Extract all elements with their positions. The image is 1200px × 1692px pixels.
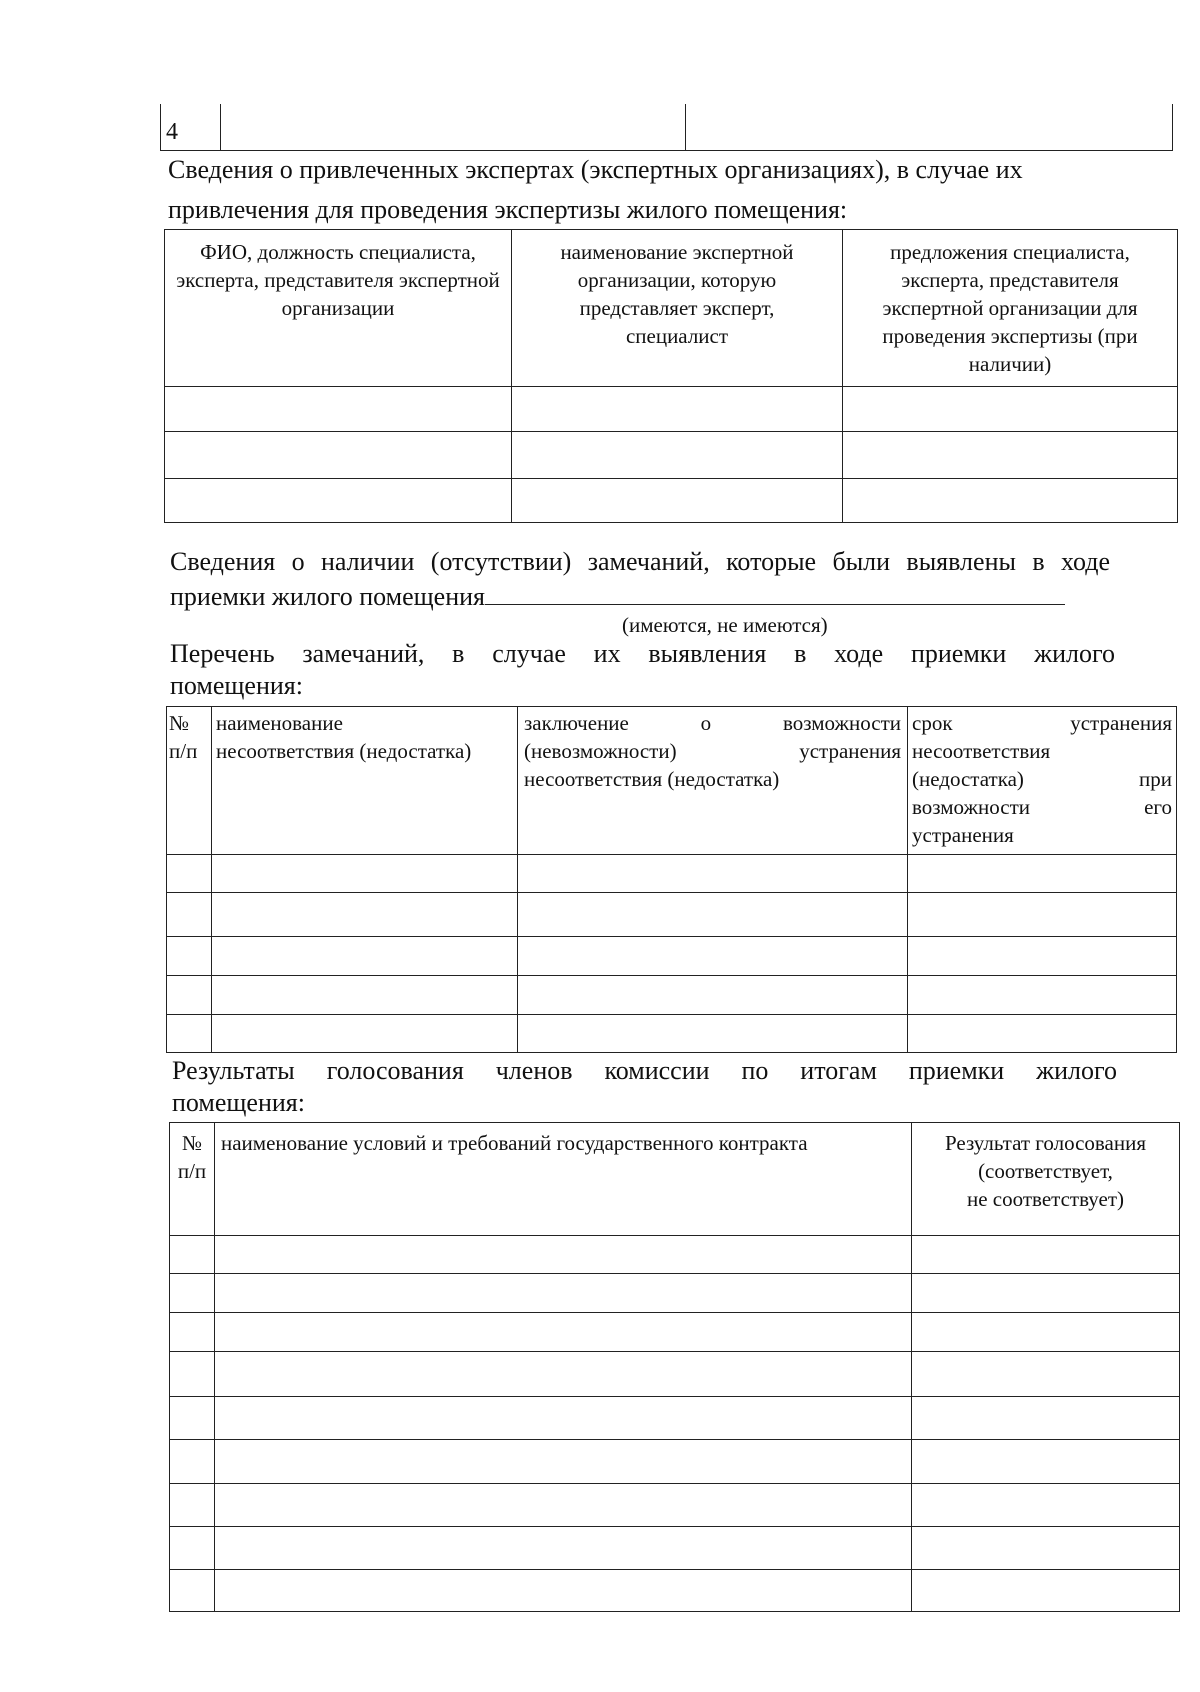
- input-cell[interactable]: [212, 937, 518, 976]
- input-cell[interactable]: [170, 1236, 215, 1274]
- header-line: устранения: [912, 823, 1014, 847]
- remarks-presence: [170, 546, 1110, 613]
- input-cell[interactable]: [912, 1527, 1180, 1570]
- remarks-presence-hint: (имеются, не имеются): [622, 613, 828, 637]
- table-row: [167, 893, 1177, 937]
- input-cell[interactable]: [170, 1397, 215, 1440]
- input-cell[interactable]: [912, 1397, 1180, 1440]
- column-header-expert-name: ФИО, должность специалиста, эксперта, представителя экспертной организации: [165, 230, 512, 387]
- table-cell: [686, 104, 1173, 150]
- table-row: [167, 855, 1177, 893]
- remarks-list-heading-line: помещения:: [170, 671, 303, 700]
- column-header-proposals: предложения специалиста, эксперта, представителя экспертной организации для проведения экспертизы (при наличии): [843, 230, 1178, 387]
- header-line: наименование: [216, 711, 343, 735]
- input-cell[interactable]: [912, 1236, 1180, 1274]
- table-row: [170, 1274, 1180, 1313]
- input-cell[interactable]: [518, 1015, 908, 1053]
- input-cell[interactable]: [170, 1440, 215, 1484]
- table-row: [170, 1440, 1180, 1484]
- header-line: Результат голосования: [944, 1131, 1147, 1155]
- header-line: заключение о возможности: [524, 711, 901, 735]
- input-cell[interactable]: [518, 976, 908, 1015]
- table-row: [165, 432, 1178, 479]
- input-cell[interactable]: [165, 479, 512, 523]
- table-row: [170, 1484, 1180, 1527]
- input-cell[interactable]: [512, 479, 843, 523]
- input-cell[interactable]: [518, 937, 908, 976]
- input-cell[interactable]: [170, 1484, 215, 1527]
- input-cell[interactable]: [912, 1274, 1180, 1313]
- input-cell[interactable]: [170, 1274, 215, 1313]
- input-cell[interactable]: [908, 855, 1177, 893]
- input-cell[interactable]: [908, 976, 1177, 1015]
- input-cell[interactable]: [167, 893, 212, 937]
- input-cell[interactable]: [215, 1274, 912, 1313]
- input-cell[interactable]: [912, 1313, 1180, 1352]
- input-cell[interactable]: [170, 1313, 215, 1352]
- input-cell[interactable]: [215, 1440, 912, 1484]
- header-line: не соответствует): [967, 1187, 1124, 1211]
- input-cell[interactable]: [908, 1015, 1177, 1053]
- column-header-nonconformity: [212, 707, 518, 855]
- input-cell[interactable]: [215, 1352, 912, 1397]
- table-row: [167, 976, 1177, 1015]
- input-cell[interactable]: [512, 387, 843, 432]
- table-row: [170, 1527, 1180, 1570]
- header-line: п/п: [169, 739, 198, 763]
- table-row: [165, 479, 1178, 523]
- remarks-list-heading: [170, 638, 1115, 702]
- column-header-organization: наименование экспертной организации, которую представляет эксперт, специалист: [512, 230, 843, 387]
- column-header-result: [912, 1123, 1180, 1236]
- input-cell[interactable]: [167, 976, 212, 1015]
- voting-heading-line: помещения:: [172, 1088, 305, 1117]
- column-header-number: [170, 1123, 215, 1236]
- input-cell[interactable]: [912, 1352, 1180, 1397]
- column-header-conditions: наименование условий и требований государственного контракта: [215, 1123, 912, 1236]
- table-row: [170, 1313, 1180, 1352]
- input-cell[interactable]: [215, 1570, 912, 1612]
- table-row: [165, 387, 1178, 432]
- header-line: (соответствует,: [978, 1159, 1113, 1183]
- header-line: п/п: [177, 1159, 207, 1183]
- input-cell[interactable]: [212, 893, 518, 937]
- table-row: [167, 937, 1177, 976]
- column-header-conclusion: [518, 707, 908, 855]
- input-cell[interactable]: [912, 1440, 1180, 1484]
- input-cell[interactable]: [215, 1236, 912, 1274]
- experts-heading-line: привлечения для проведения экспертизы жилого помещения:: [168, 195, 848, 224]
- input-cell[interactable]: [518, 893, 908, 937]
- remarks-presence-blank[interactable]: [485, 578, 1065, 605]
- input-cell[interactable]: [843, 432, 1178, 479]
- header-line: №: [169, 711, 190, 735]
- input-cell[interactable]: [912, 1484, 1180, 1527]
- header-line: возможности его: [912, 795, 1172, 819]
- input-cell[interactable]: [512, 432, 843, 479]
- input-cell[interactable]: [212, 855, 518, 893]
- input-cell[interactable]: [215, 1484, 912, 1527]
- table-row: [170, 1352, 1180, 1397]
- input-cell[interactable]: [212, 1015, 518, 1053]
- remarks-presence-label: приемки жилого помещения: [170, 582, 485, 611]
- input-cell[interactable]: [170, 1527, 215, 1570]
- header-line: (невозможности) устранения: [524, 739, 901, 763]
- table-cell: [221, 104, 686, 150]
- input-cell[interactable]: [215, 1397, 912, 1440]
- column-header-term: [908, 707, 1177, 855]
- header-line: несоответствия (недостатка): [216, 739, 472, 763]
- voting-heading: [172, 1055, 1117, 1119]
- voting-table: [169, 1122, 1180, 1612]
- header-line: несоответствия (недостатка): [524, 767, 780, 791]
- header-line: несоответствия: [912, 739, 1051, 763]
- input-cell[interactable]: [215, 1313, 912, 1352]
- remarks-presence-line: [170, 578, 1110, 613]
- input-cell[interactable]: [215, 1527, 912, 1570]
- row-number: 4: [166, 118, 178, 145]
- table-row: [170, 1397, 1180, 1440]
- input-cell[interactable]: [165, 387, 512, 432]
- table-row: [167, 1015, 1177, 1053]
- row-number-cell: [161, 104, 221, 150]
- input-cell[interactable]: [170, 1352, 215, 1397]
- input-cell[interactable]: [167, 855, 212, 893]
- input-cell[interactable]: [908, 937, 1177, 976]
- voting-heading-line: Результаты голосования членов комиссии по итогам приемки жилого: [172, 1056, 1117, 1085]
- input-cell[interactable]: [165, 432, 512, 479]
- input-cell[interactable]: [167, 937, 212, 976]
- experts-table: [164, 229, 1178, 523]
- column-header-number: [167, 707, 212, 855]
- remarks-presence-line: Сведения о наличии (отсутствии) замечаний, которые были выявлены в ходе: [170, 547, 1110, 576]
- previous-table-fragment: [160, 104, 1173, 151]
- header-line: срок устранения: [912, 711, 1172, 735]
- input-cell[interactable]: [908, 893, 1177, 937]
- remarks-table: [166, 706, 1177, 1053]
- header-line: (недостатка) при: [912, 767, 1172, 791]
- header-line: №: [181, 1131, 203, 1155]
- input-cell[interactable]: [843, 387, 1178, 432]
- table-row: [170, 1236, 1180, 1274]
- input-cell[interactable]: [170, 1570, 215, 1612]
- remarks-list-heading-line: Перечень замечаний, в случае их выявления в ходе приемки жилого: [170, 639, 1115, 668]
- input-cell[interactable]: [167, 1015, 212, 1053]
- input-cell[interactable]: [518, 855, 908, 893]
- input-cell[interactable]: [912, 1570, 1180, 1612]
- input-cell[interactable]: [843, 479, 1178, 523]
- input-cell[interactable]: [212, 976, 518, 1015]
- table-row: [170, 1570, 1180, 1612]
- experts-heading-line: Сведения о привлеченных экспертах (экспертных организациях), в случае их: [168, 155, 1023, 184]
- experts-heading: [168, 153, 1128, 227]
